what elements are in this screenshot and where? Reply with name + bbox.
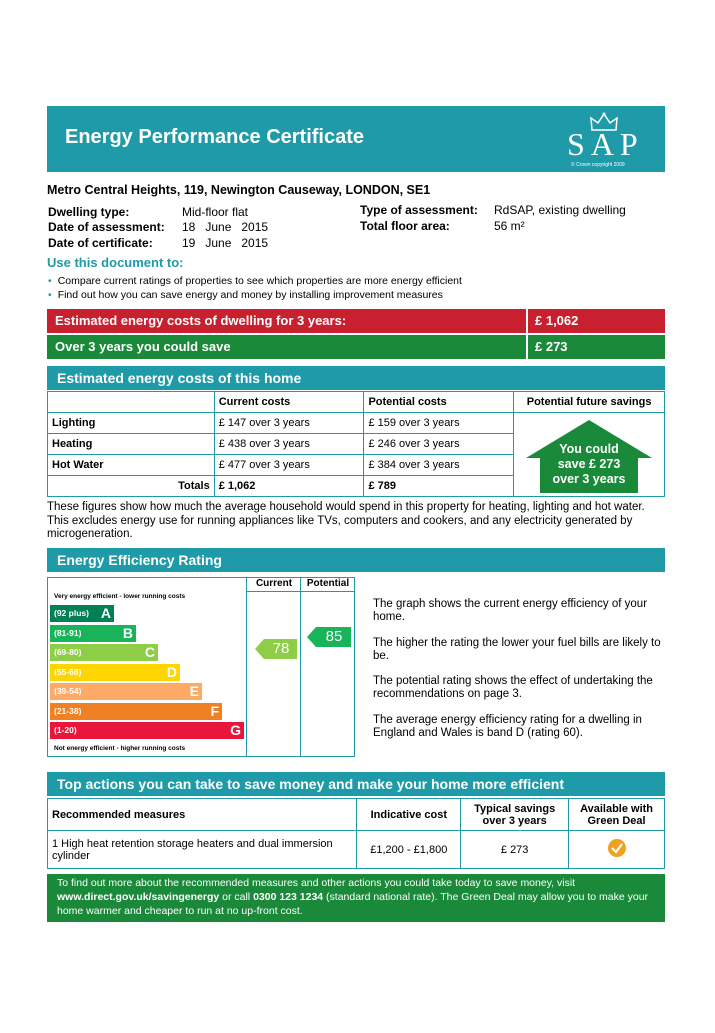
eer-band-range: (81-91) xyxy=(54,627,82,638)
measure-description: 1 High heat retention storage heaters and dual immersion cylinder xyxy=(48,831,357,869)
eer-band-g xyxy=(50,722,244,739)
eer-paragraph: The higher the rating the lower your fuel bills are likely to be. xyxy=(373,637,661,662)
potential-cost: £ 246 over 3 years xyxy=(364,434,514,455)
assessment-date-value: 18 June 2015 xyxy=(182,220,269,234)
savings-house-badge xyxy=(524,418,654,494)
cost-item: Hot Water xyxy=(48,455,215,476)
sap-logo xyxy=(561,112,651,168)
current-cost: £ 477 over 3 years xyxy=(214,455,364,476)
eer-band-letter: C xyxy=(144,644,155,660)
eer-band-range: (21-38) xyxy=(54,705,82,716)
footer-text: or call xyxy=(219,891,254,903)
table-header-row xyxy=(48,799,665,831)
dwelling-type-label: Dwelling type: xyxy=(48,205,130,219)
total-potential: £ 789 xyxy=(364,476,514,497)
actions-section-title: Top actions you can take to save money and make your home more efficient xyxy=(57,776,564,792)
current-cost: £ 438 over 3 years xyxy=(214,434,364,455)
eer-paragraph: The graph shows the current energy efficiency of your home. xyxy=(373,598,648,623)
eer-section-header xyxy=(47,548,665,572)
eer-band-a xyxy=(50,605,114,622)
page-title: Energy Performance Certificate xyxy=(65,126,365,148)
potential-cost: £ 384 over 3 years xyxy=(364,455,514,476)
use-bullet: • Find out how you can save energy and money by installing improvement measures xyxy=(48,289,443,301)
eer-current-header: Current xyxy=(255,578,293,589)
eer-band-range: (55-68) xyxy=(54,666,82,677)
eer-section-title: Energy Efficiency Rating xyxy=(57,552,222,568)
eer-graph xyxy=(47,577,357,757)
assessment-type-label: Type of assessment: xyxy=(360,203,478,217)
savings-line: You could xyxy=(559,442,619,456)
dwelling-type-value: Mid-floor flat xyxy=(182,205,249,219)
current-rating-value: 78 xyxy=(272,640,290,657)
eer-band-range: (92 plus) xyxy=(54,608,89,618)
estimated-costs-banner xyxy=(47,309,665,333)
sap-copyright: © Crown copyright 2009 xyxy=(571,162,625,168)
certificate-date-label: Date of certificate: xyxy=(48,236,153,250)
floor-area-value: 56 m² xyxy=(494,219,525,233)
eer-band-e xyxy=(50,683,202,700)
eer-band-letter: G xyxy=(230,722,241,738)
savings-line: over 3 years xyxy=(552,472,626,486)
actions-section-header xyxy=(47,772,665,796)
costs-section-title: Estimated energy costs of this home xyxy=(57,370,302,386)
eer-band-b xyxy=(50,625,136,642)
eer-band-c xyxy=(50,644,158,661)
eer-band-range: (1-20) xyxy=(54,725,77,735)
costs-note: These figures show how much the average household would spend in this property for heating, lighting and hot water. This excludes energy use for running appliances like TVs, computers and cookers, and any electricity generated by microgeneration. xyxy=(47,501,645,540)
savings-label: Over 3 years you could save xyxy=(55,339,231,354)
eer-potential-header: Potential xyxy=(306,578,350,589)
estimated-costs-label: Estimated energy costs of dwelling for 3 years: xyxy=(55,313,347,328)
savings-house-text xyxy=(524,442,654,487)
footer-note xyxy=(47,874,665,922)
eer-bottom-note: Not energy efficient - higher running costs xyxy=(54,745,186,752)
footer-text: To find out more about the recommended measures and other actions you could take today to save money, visit xyxy=(57,877,576,889)
measure-cost: £1,200 - £1,800 xyxy=(357,831,461,869)
estimated-costs-value: £ 1,062 xyxy=(535,313,579,328)
table-header-row xyxy=(48,392,665,413)
use-bullet-text: Find out how you can save energy and money by installing improvement measures xyxy=(57,289,443,301)
eer-band-range: (69-80) xyxy=(54,647,82,657)
costs-section-header xyxy=(47,366,665,390)
green-deal-cell xyxy=(569,831,665,869)
table-header: Current costs xyxy=(214,392,364,413)
eer-band-letter: E xyxy=(189,683,199,699)
table-header: Potential future savings xyxy=(514,392,665,413)
footer-link[interactable]: www.direct.gov.uk/savingenergy xyxy=(57,891,220,903)
floor-area-label: Total floor area: xyxy=(360,219,450,233)
table-header xyxy=(48,392,215,413)
eer-band-letter: A xyxy=(100,605,111,621)
use-bullet-text: Compare current ratings of properties to see which properties are more energy efficient xyxy=(57,275,462,287)
assessment-date-label: Date of assessment: xyxy=(48,220,165,234)
footer-phone: 0300 123 1234 xyxy=(253,891,324,903)
savings-line: save £ 273 xyxy=(557,457,621,471)
cost-item: Heating xyxy=(48,434,215,455)
savings-value: £ 273 xyxy=(535,339,568,354)
savings-banner xyxy=(47,335,665,359)
eer-paragraph: The potential rating shows the effect of undertaking the recommendations on page 3. xyxy=(373,675,653,700)
table-header: Recommended measures xyxy=(48,799,357,831)
eer-band-letter: F xyxy=(210,702,219,719)
potential-cost: £ 159 over 3 years xyxy=(364,413,514,434)
table-header: Typical savings over 3 years xyxy=(461,799,569,831)
total-current: £ 1,062 xyxy=(214,476,364,497)
eer-band-letter: D xyxy=(166,663,177,680)
table-header: Potential costs xyxy=(364,392,514,413)
table-row xyxy=(48,831,665,869)
certificate-header xyxy=(47,106,665,172)
totals-label: Totals xyxy=(48,476,215,497)
cost-item: Lighting xyxy=(48,413,215,434)
use-bullet: • Compare current ratings of properties to see which properties are more energy efficient xyxy=(48,275,462,287)
eer-top-note: Very energy efficient - lower running costs xyxy=(54,593,186,600)
sap-logo-text: SAP xyxy=(567,126,644,162)
check-circle-icon xyxy=(607,838,627,858)
potential-rating-value: 85 xyxy=(325,628,343,645)
eer-band-f xyxy=(50,703,222,720)
eer-header-line xyxy=(247,591,355,592)
current-cost: £ 147 over 3 years xyxy=(214,413,364,434)
current-rating-arrow xyxy=(255,639,297,659)
use-document-title: Use this document to: xyxy=(47,255,184,270)
actions-table xyxy=(47,798,665,869)
footer-text: (standard national rate). The Green Deal may allow you to make your home warmer and cheaper to run at no up-front cost. xyxy=(57,891,649,917)
assessment-type-value: RdSAP, existing dwelling xyxy=(494,203,626,217)
certificate-date-value: 19 June 2015 xyxy=(182,236,269,250)
eer-potential-column xyxy=(301,577,355,757)
table-header: Indicative cost xyxy=(357,799,461,831)
eer-paragraph: The average energy efficiency rating for a dwelling in England and Wales is band D (rating 60). xyxy=(373,714,642,739)
table-header: Available with Green Deal xyxy=(569,799,665,831)
property-address: Metro Central Heights, 119, Newington Causeway, LONDON, SE1 xyxy=(47,183,431,197)
eer-band-range: (39-54) xyxy=(54,686,82,696)
measure-savings: £ 273 xyxy=(461,831,569,869)
potential-rating-arrow xyxy=(307,627,351,647)
eer-current-column xyxy=(247,577,301,757)
eer-band-letter: B xyxy=(122,624,133,641)
eer-band-d xyxy=(50,664,180,681)
